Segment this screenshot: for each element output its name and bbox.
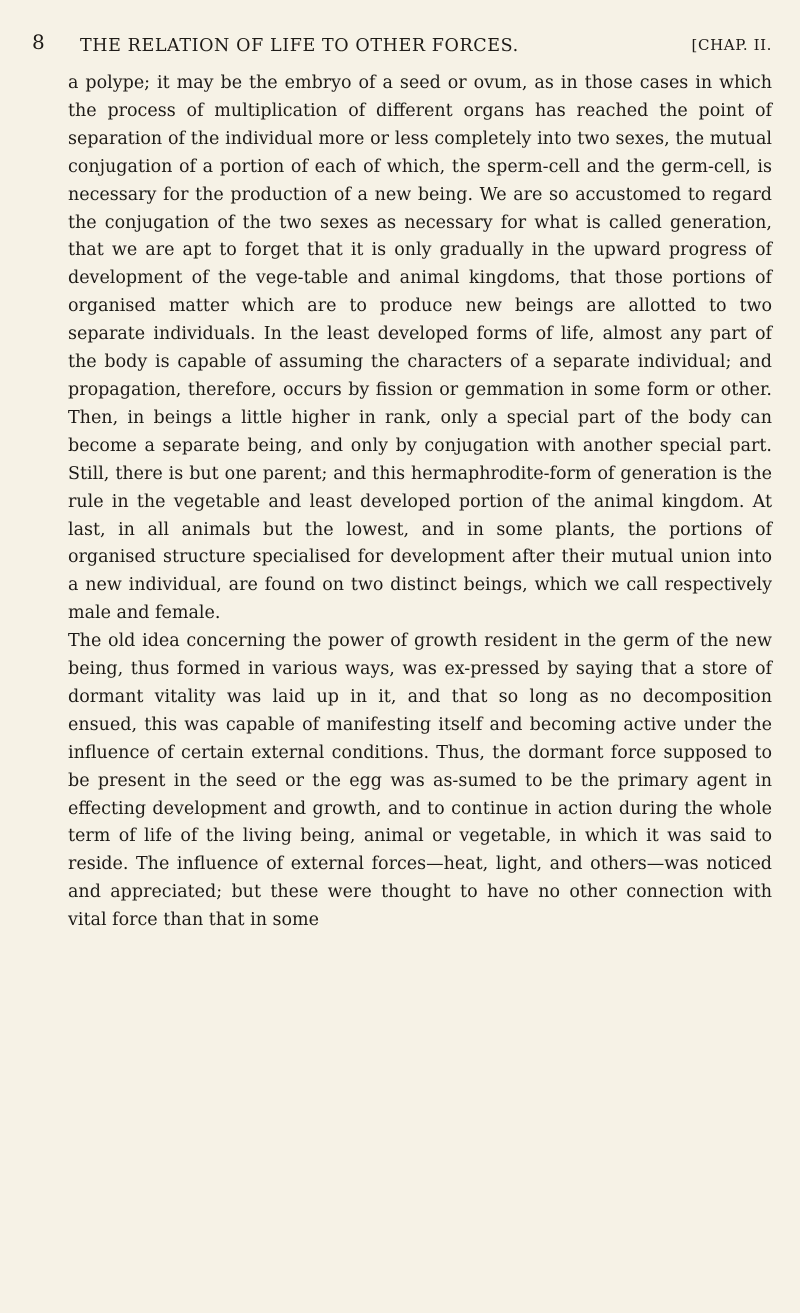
running-title: THE RELATION OF LIFE TO OTHER FORCES.: [80, 36, 519, 56]
body-text: [68, 70, 772, 935]
chapter-label: [CHAP. II.: [691, 36, 772, 54]
page-number: 8: [32, 30, 46, 54]
running-head: [32, 30, 772, 70]
paragraph: a polype; it may be the embryo of a seed or ovum, as in those cases in which the process of multiplication of different organs has reached the point of separation of the individual more or less completely into two sexes, the mutual conjugation of a portion of each of which, the sperm-cell and the germ-cell, is necessary for the production of a new being. We are so accustomed to regard the conjugation of the two sexes as necessary for what is called generation, that we are apt to forget that it is only gradually in the upward progress of development of the vege-table and animal kingdoms, that those portions of organised matter which are to produce new beings are allotted to two separate individuals. In the least developed forms of life, almost any part of the body is capable of assuming the characters of a separate individual; and propagation, therefore, occurs by fission or gemmation in some form or other. Then, in beings a little higher in rank, only a special part of the body can become a separate being, and only by conjugation with another special part. Still, there is but one parent; and this hermaphrodite-form of generation is the rule in the vegetable and least developed portion of the animal kingdom. At last, in all animals but the lowest, and in some plants, the portions of organised structure specialised for development after their mutual union into a new individual, are found on two distinct beings, which we call respectively male and female.: [68, 73, 772, 624]
paragraph: The old idea concerning the power of growth resident in the germ of the new being, thus formed in various ways, was ex-pressed by saying that a store of dormant vitality was laid up in it, and that so long as no decomposition ensued, this was capable of manifesting itself and becoming active under the influence of certain external conditions. Thus, the dormant force supposed to be present in the seed or the egg was as-sumed to be the primary agent in effecting development and growth, and to continue in action during the whole term of life of the living being, animal or vegetable, in which it was said to reside. The influence of external forces—heat, light, and others—was noticed and appreciated; but these were thought to have no other connection with vital force than that in some: [68, 631, 772, 931]
